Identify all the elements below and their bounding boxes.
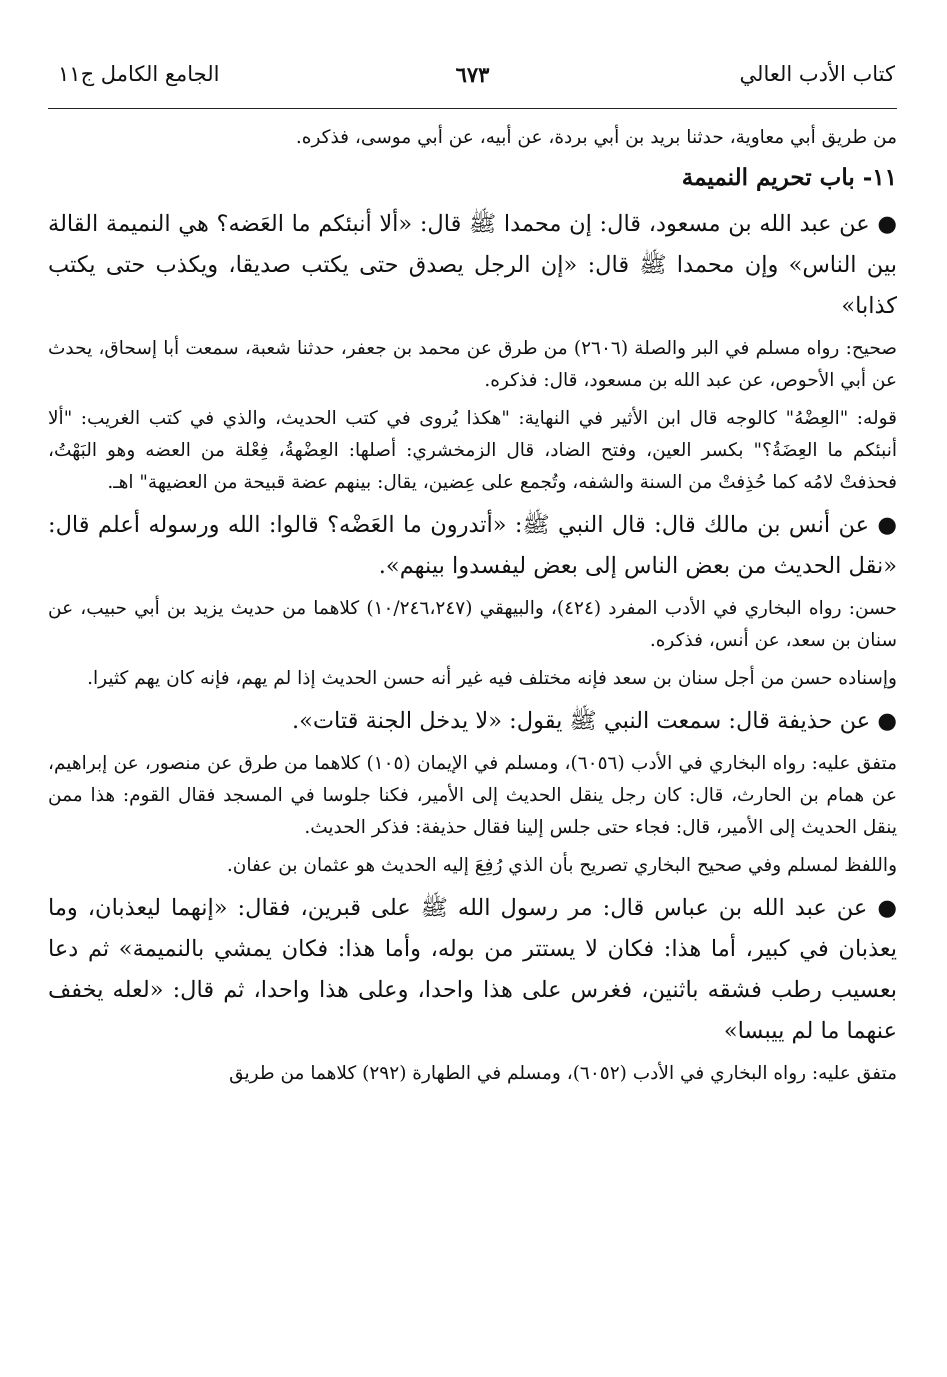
commentary-paragraph: صحيح: رواه مسلم في البر والصلة (٢٦٠٦) من طرق عن محمد بن جعفر، حدثنا شعبة، سمعت أبا إسحاق، يحدث عن أبي الأحوص، عن عبد الله بن مسعود، قال: فذكره.	[48, 338, 897, 391]
commentary-paragraph: قوله: "العِضْهُ" كالوجه قال ابن الأثير في النهاية: "هكذا يُروى في كتب الحديث، والذي في كتب الغريب: "ألا أنبئكم ما العِضَةُ؟" بكسر العين، وفتح الضاد، قال الزمخشري: أصلها: العِضْهةُ، فِعْلة من العضه وهو البَهْتُ، فحذفتْ لامُه كما حُذِفتْ من السنة والشفه، وتُجمع على عِضين، يقال: بينهم عضة قبيحة من العضيهة" اهـ.	[48, 408, 897, 493]
commentary-paragraph: متفق عليه: رواه البخاري في الأدب (٦٠٥٦)، ومسلم في الإيمان (١٠٥) كلاهما من طرق عن منصور، عن إبراهيم، عن همام بن الحارث، قال: كان رجل ينقل الحديث إلى الأمير، فكنا جلوسا في المسجد فقال القوم: هذا ممن ينقل الحديث إلى الأمير، قال: فجاء حتى جلس إلينا فقال حذيفة: فذكر الحديث.	[48, 753, 898, 838]
chapter-heading: ١١- باب تحريم النميمة	[681, 164, 897, 191]
hadith-paragraph: ● عن أنس بن مالك قال: قال النبي ﷺ: «أتدرون ما العَضْه؟ قالوا: الله ورسوله أعلم قال: «نقل الحديث من بعض الناس إلى بعض ليفسدوا بينهم».	[48, 512, 897, 579]
commentary-paragraph: واللفظ لمسلم وفي صحيح البخاري تصريح بأن الذي رُفِعَ إليه الحديث هو عثمان بن عفان.	[226, 855, 897, 876]
page-content	[48, 122, 897, 1096]
page-header	[48, 50, 897, 109]
commentary-paragraph: وإسناده حسن من أجل سنان بن سعد فإنه مختلف فيه غير أنه حسن الحديث إذا لم يهم، فإنه كان يهم كثيرا.	[87, 668, 897, 689]
book-title: كتاب الأدب العالي	[739, 62, 895, 86]
volume-title: الجامع الكامل ج١١	[58, 62, 220, 86]
commentary-paragraph: حسن: رواه البخاري في الأدب المفرد (٤٢٤)، والبيهقي (١٠/٢٤٦،٢٤٧) كلاهما من حديث يزيد بن أبي حبيب، عن سنان بن سعد، عن أنس، فذكره.	[48, 598, 897, 651]
hadith-paragraph: ● عن عبد الله بن مسعود، قال: إن محمدا ﷺ قال: «ألا أنبئكم ما العَضه؟ هي النميمة القالة بين الناس» وإن محمدا ﷺ قال: «إن الرجل يصدق حتى يكتب صديقا، ويكذب حتى يكتب كذابا»	[48, 211, 897, 319]
hadith-paragraph: ● عن حذيفة قال: سمعت النبي ﷺ يقول: «لا يدخل الجنة قتات».	[291, 708, 897, 734]
text-paragraph: من طريق أبي معاوية، حدثنا بريد بن أبي بردة، عن أبيه، عن أبي موسى، فذكره.	[295, 127, 897, 148]
page-number: ٦٧٣	[455, 62, 490, 87]
book-page	[48, 0, 897, 1377]
hadith-paragraph: ● عن عبد الله بن عباس قال: مر رسول الله ﷺ على قبرين، فقال: «إنهما ليعذبان، وما يعذبان في كبير، أما هذا: فكان لا يستتر من بوله، وأما هذا: فكان يمشي بالنميمة» ثم دعا بعسيب رطب فشقه باثنين، فغرس على هذا واحدا، وعلى هذا واحدا، ثم قال: «لعله يخفف عنهما ما لم ييبسا»	[48, 895, 897, 1044]
commentary-paragraph: متفق عليه: رواه البخاري في الأدب (٦٠٥٢)، ومسلم في الطهارة (٢٩٢) كلاهما من طريق	[229, 1063, 897, 1084]
